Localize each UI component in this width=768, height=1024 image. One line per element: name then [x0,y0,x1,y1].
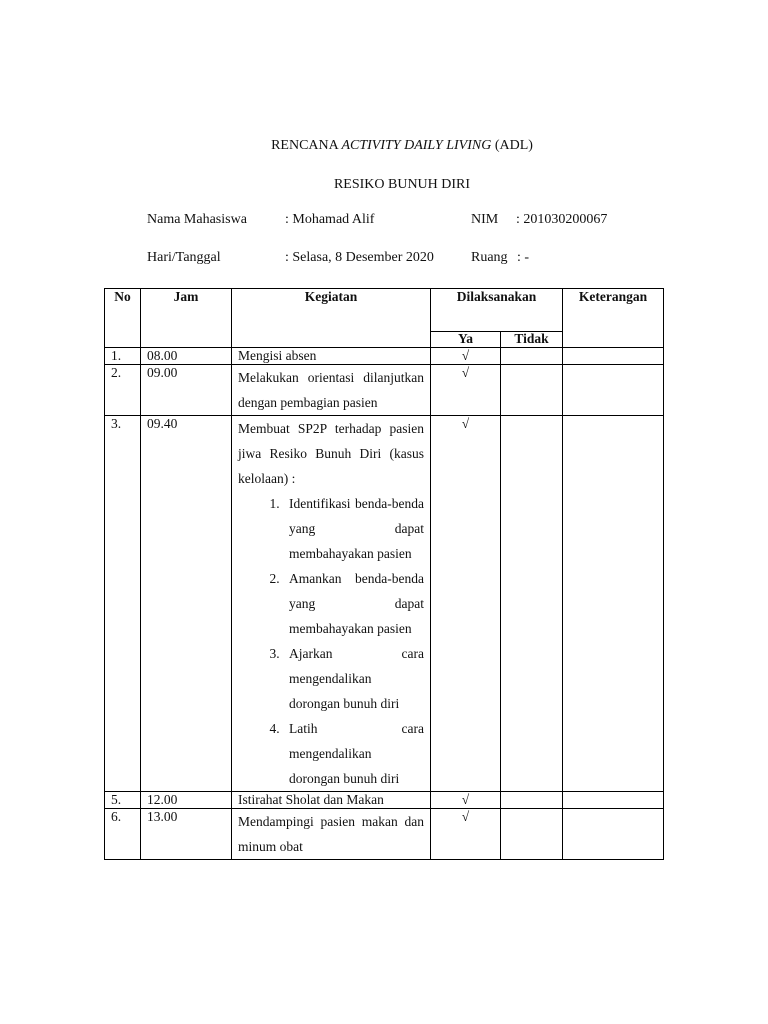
header-kegiatan: Kegiatan [232,289,431,348]
header-ya: Ya [431,332,501,348]
header-no: No [105,289,141,348]
cell-tidak [501,416,563,792]
cell-keterangan [563,416,664,792]
steps-list [238,491,424,791]
cell-jam: 12.00 [141,792,232,809]
table-row [105,365,664,416]
cell-no: 5. [105,792,141,809]
cell-kegiatan: Mendampingi pasien makan dan minum obat [232,809,431,860]
cell-no: 6. [105,809,141,860]
cell-no: 3. [105,416,141,792]
cell-keterangan [563,809,664,860]
list-item: 1. Identifikasi benda-benda yang dapat membahayakan pasien [283,491,424,566]
header-tidak: Tidak [501,332,563,348]
cell-kegiatan: Melakukan orientasi dilanjutkan dengan pembagian pasien [232,365,431,416]
name-value: : Mohamad Alif [285,212,375,227]
cell-tidak [501,809,563,860]
cell-jam: 08.00 [141,348,232,365]
list-item: 4. Latih cara mengendalikan dorongan bunuh diri [283,716,424,791]
document-subtitle: RESIKO BUNUH DIRI [333,177,471,192]
cell-jam: 13.00 [141,809,232,860]
cell-no: 2. [105,365,141,416]
cell-keterangan [563,348,664,365]
name-label: Nama Mahasiswa [147,212,247,227]
cell-ya: √ [431,792,501,809]
cell-jam: 09.00 [141,365,232,416]
header-keterangan: Keterangan [563,289,664,348]
kegiatan-intro: Membuat SP2P terhadap pasien jiwa Resiko Bunuh Diri (kasus kelolaan) : [238,421,424,486]
cell-no: 1. [105,348,141,365]
title-prefix: RENCANA [271,138,342,153]
cell-keterangan [563,792,664,809]
cell-kegiatan: Mengisi absen [232,348,431,365]
table-row [105,809,664,860]
title-suffix: (ADL) [491,138,533,153]
list-item: 3. Ajarkan cara mengendalikan dorongan bunuh diri [283,641,424,716]
table-row [105,792,664,809]
table-row [105,416,664,792]
cell-keterangan [563,365,664,416]
cell-ya: √ [431,416,501,792]
cell-tidak [501,348,563,365]
header-dilaksanakan: Dilaksanakan [431,289,563,332]
activity-table [104,288,664,860]
document-title [0,138,768,154]
title-italic: ACTIVITY DAILY LIVING [341,138,492,153]
cell-kegiatan: Istirahat Sholat dan Makan [232,792,431,809]
cell-ya: √ [431,809,501,860]
nim-label: NIM [471,212,499,227]
cell-jam: 09.40 [141,416,232,792]
cell-kegiatan [232,416,431,792]
cell-tidak [501,365,563,416]
room-value: : - [517,250,530,265]
header-jam: Jam [141,289,232,348]
date-label: Hari/Tanggal [147,250,221,265]
room-label: Ruang [471,250,508,265]
cell-ya: √ [431,348,501,365]
cell-ya: √ [431,365,501,416]
nim-value: : 201030200067 [516,212,608,227]
list-item: 2. Amankan benda-benda yang dapat membahayakan pasien [283,566,424,641]
cell-tidak [501,792,563,809]
date-value: : Selasa, 8 Desember 2020 [285,250,434,265]
table-row [105,348,664,365]
